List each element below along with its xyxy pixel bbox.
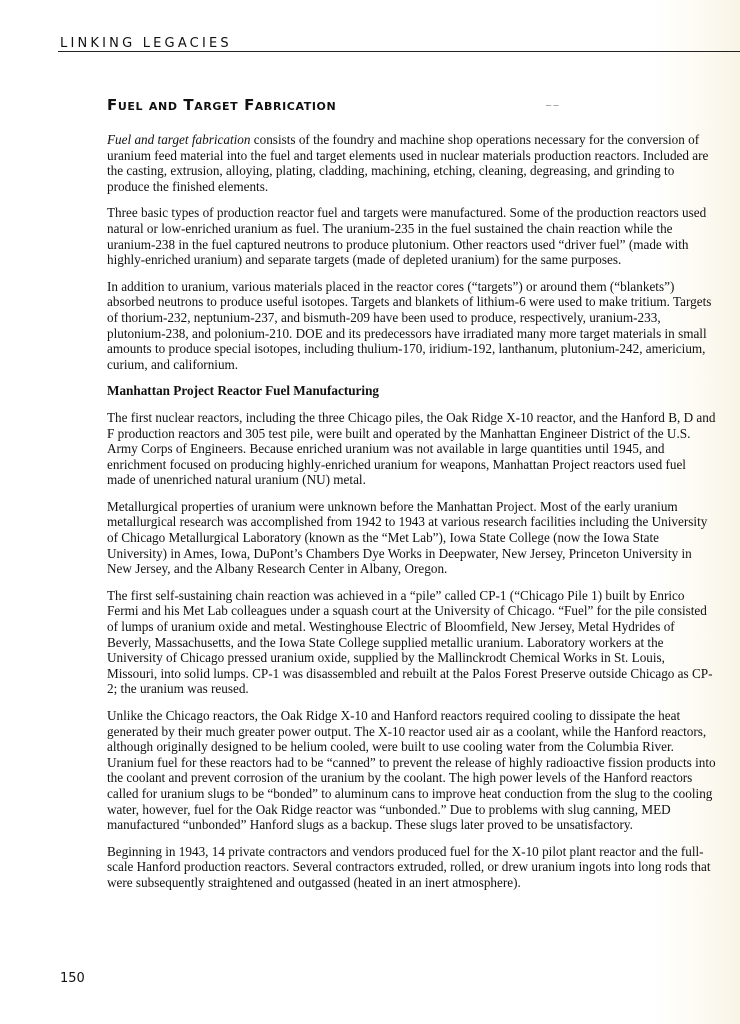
header-rule bbox=[58, 51, 740, 52]
paragraph-targets: In addition to uranium, various materials placed in the reactor cores (“targets”) or around them (“blankets”) absorbed neutrons to produce useful isotopes. Targets and blankets of lithium-6 were used to make tritium. Targets of thorium-232, neptunium-237, and bismuth-209 have been used to produce, respectively, uranium-233, plutonium-238, and polonium-210. DOE and its predecessors have irradiated many more target materials in small amounts to produce special isotopes, including thulium-170, iridium-192, lanthanum, plutonium-242, americium, curium, and californium. bbox=[107, 278, 712, 372]
intro-term: Fuel and target fabrication bbox=[107, 132, 251, 147]
page-number: 150 bbox=[60, 971, 85, 986]
intro-text: consists of the foundry and machine shop operations necessary for the conversion of uranium feed material into the fuel and target elements used in nuclear materials production reactors. Included are the casting, extrusion, alloying, plating, cladding, machining, etching, cleaning, degreasing, and grinding to produce the finished elements. bbox=[107, 132, 709, 194]
subsection-heading: Manhattan Project Reactor Fuel Manufacturing bbox=[107, 383, 380, 399]
paragraph-first-reactors: The first nuclear reactors, including the three Chicago piles, the Oak Ridge X-10 reactor, and the Hanford B, D and F production reactors and 305 test pile, were built and operated by the Manhattan Engineer District of the U.S. Army Corps of Engineers. Because enriched uranium was not available in large quantities until 1945, and enrichment focused on producing highly-enriched uranium for weapons, Manhattan Project reactors used fuel made of unenriched natural uranium (NU) metal. bbox=[107, 409, 716, 488]
paragraph-fuel-types: Three basic types of production reactor fuel and targets were manufactured. Some of the production reactors used natural or low-enriched uranium as fuel. The uranium-235 in the fuel sustained the chain reaction while the uranium-238 in the fuel captured neutrons to produce plutonium. Other reactors used “driver fuel” (made with highly-enriched uranium) and separate targets (made of depleted uranium) for the same purposes. bbox=[107, 205, 707, 268]
paragraph-chain-reaction: The first self-sustaining chain reaction was achieved in a “pile” called CP-1 (“Chicago Pile 1) built by Enrico Fermi and his Met Lab colleagues under a squash court at the University of Chicago. “Fuel” for the pile consisted of lumps of uranium oxide and metal. Westinghouse Electric of Bloomfield, New Jersey, Metal Hydrides of Beverly, Massachusetts, and the Iowa State College supplied metallic uranium. Laboratory workers at the University of Chicago pressed uranium oxide, supplied by the Mallinckrodt Chemical Works in St. Louis, Missouri, into solid lumps. CP-1 was disassembled and rebuilt at the Palos Forest Preserve outside Chicago as CP-2; the uranium was reused. bbox=[107, 587, 713, 697]
paragraph-cooling: Unlike the Chicago reactors, the Oak Ridge X-10 and Hanford reactors required cooling to dissipate the heat generated by their much greater power output. The X-10 reactor used air as a coolant, while the Hanford reactors, although originally designed to be helium cooled, were built to use cooling water from the Columbia River. Uranium fuel for these reactors had to be “canned” to prevent the release of highly radioactive fission products into the coolant and prevent corrosion of the uranium by the coolant. The high power levels of the Hanford reactors called for uranium slugs to be “bonded” to aluminum cans to improve heat conduction from the slug to the cooling water, however, fuel for the Oak Ridge reactor was “unbonded.” Due to problems with slug canning, MED manufactured “unbonded” Hanford slugs as a backup. These slugs later proved to be unsatisfactory. bbox=[107, 708, 716, 833]
body-text bbox=[107, 132, 717, 902]
paragraph-contractors: Beginning in 1943, 14 private contractors and vendors produced fuel for the X-10 pilot plant reactor and the full-scale Hanford production reactors. Several contractors extruded, rolled, or drew uranium ingots into long rods that were subsequently straightened and outgassed (heated in an inert atmosphere). bbox=[107, 843, 711, 890]
paragraph-metallurgy: Metallurgical properties of uranium were unknown before the Manhattan Project. Most of the early uranium metallurgical research was accomplished from 1942 to 1943 at various research facilities including the University of Chicago Metallurgical Laboratory (known as the “Met Lab”), Iowa State College (now the Iowa State University) in Ames, Iowa, DuPont’s Chambers Dye Works in Deepwater, New Jersey, Princeton University in New Jersey, and the Albany Research Center in Albany, Oregon. bbox=[107, 498, 708, 577]
section-title: Fuel and Target Fabrication bbox=[107, 96, 337, 114]
scan-mark: ‒ ‒ bbox=[546, 100, 559, 111]
paragraph-intro bbox=[107, 132, 717, 194]
running-head: LINKING LEGACIES bbox=[60, 36, 232, 51]
